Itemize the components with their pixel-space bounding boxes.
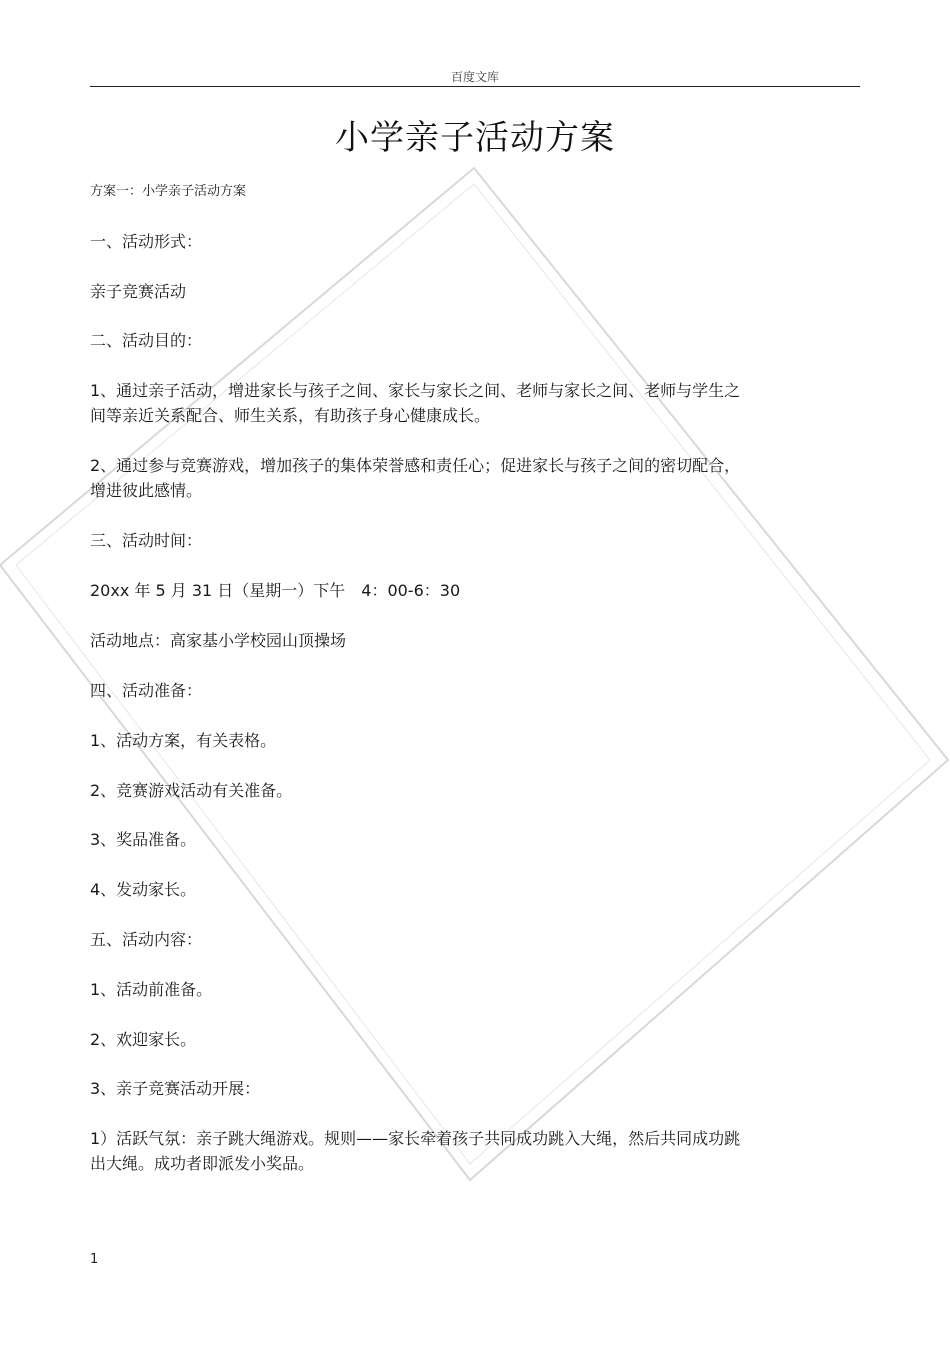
paragraph-purpose-2-line-1: 2、通过参与竞赛游戏，增加孩子的集体荣誉感和责任心；促进家长与孩子之间的密切配合， [90,456,741,475]
list-item-prep-4: 4、发动家长。 [90,880,197,899]
list-item-prep-1: 1、活动方案，有关表格。 [90,731,277,750]
section-heading-purpose: 二、活动目的： [90,331,203,350]
paragraph-location: 活动地点：高家基小学校园山顶操场 [90,631,347,650]
section-heading-form: 一、活动形式： [90,232,203,251]
list-item-content-2: 2、欢迎家长。 [90,1030,197,1049]
paragraph-time: 20xx 年 5 月 31 日（星期一）下午 4：00-6：30 [90,581,461,600]
header-text: 百度文库 [450,70,499,84]
document-title: 小学亲子活动方案 [335,118,615,158]
paragraph-content-3a-line-2: 出大绳。成功者即派发小奖品。 [90,1154,315,1173]
list-item-content-3: 3、亲子竞赛活动开展： [90,1079,261,1098]
page-number: 1 [90,1252,99,1267]
paragraph-content-3a-line-1: 1）活跃气氛：亲子跳大绳游戏。规则——家长牵着孩子共同成功跳入大绳，然后共同成功跳 [90,1129,741,1148]
section-heading-content: 五、活动内容： [90,930,203,949]
section-heading-time: 三、活动时间： [90,531,203,550]
paragraph-purpose-1-line-1: 1、通过亲子活动，增进家长与孩子之间、家长与家长之间、老师与家长之间、老师与学生之 [90,381,741,400]
document-subtitle: 方案一：小学亲子活动方案 [90,184,247,199]
list-item-content-1: 1、活动前准备。 [90,980,213,999]
section-heading-prep: 四、活动准备： [90,681,203,700]
list-item-prep-2: 2、竞赛游戏活动有关准备。 [90,781,293,800]
list-item-prep-3: 3、奖品准备。 [90,830,197,849]
paragraph-purpose-1-line-2: 间等亲近关系配合、师生关系，有助孩子身心健康成长。 [90,406,491,425]
header-divider [90,86,860,87]
paragraph-form: 亲子竞赛活动 [90,282,187,301]
paragraph-purpose-2-line-2: 增进彼此感情。 [90,481,203,500]
